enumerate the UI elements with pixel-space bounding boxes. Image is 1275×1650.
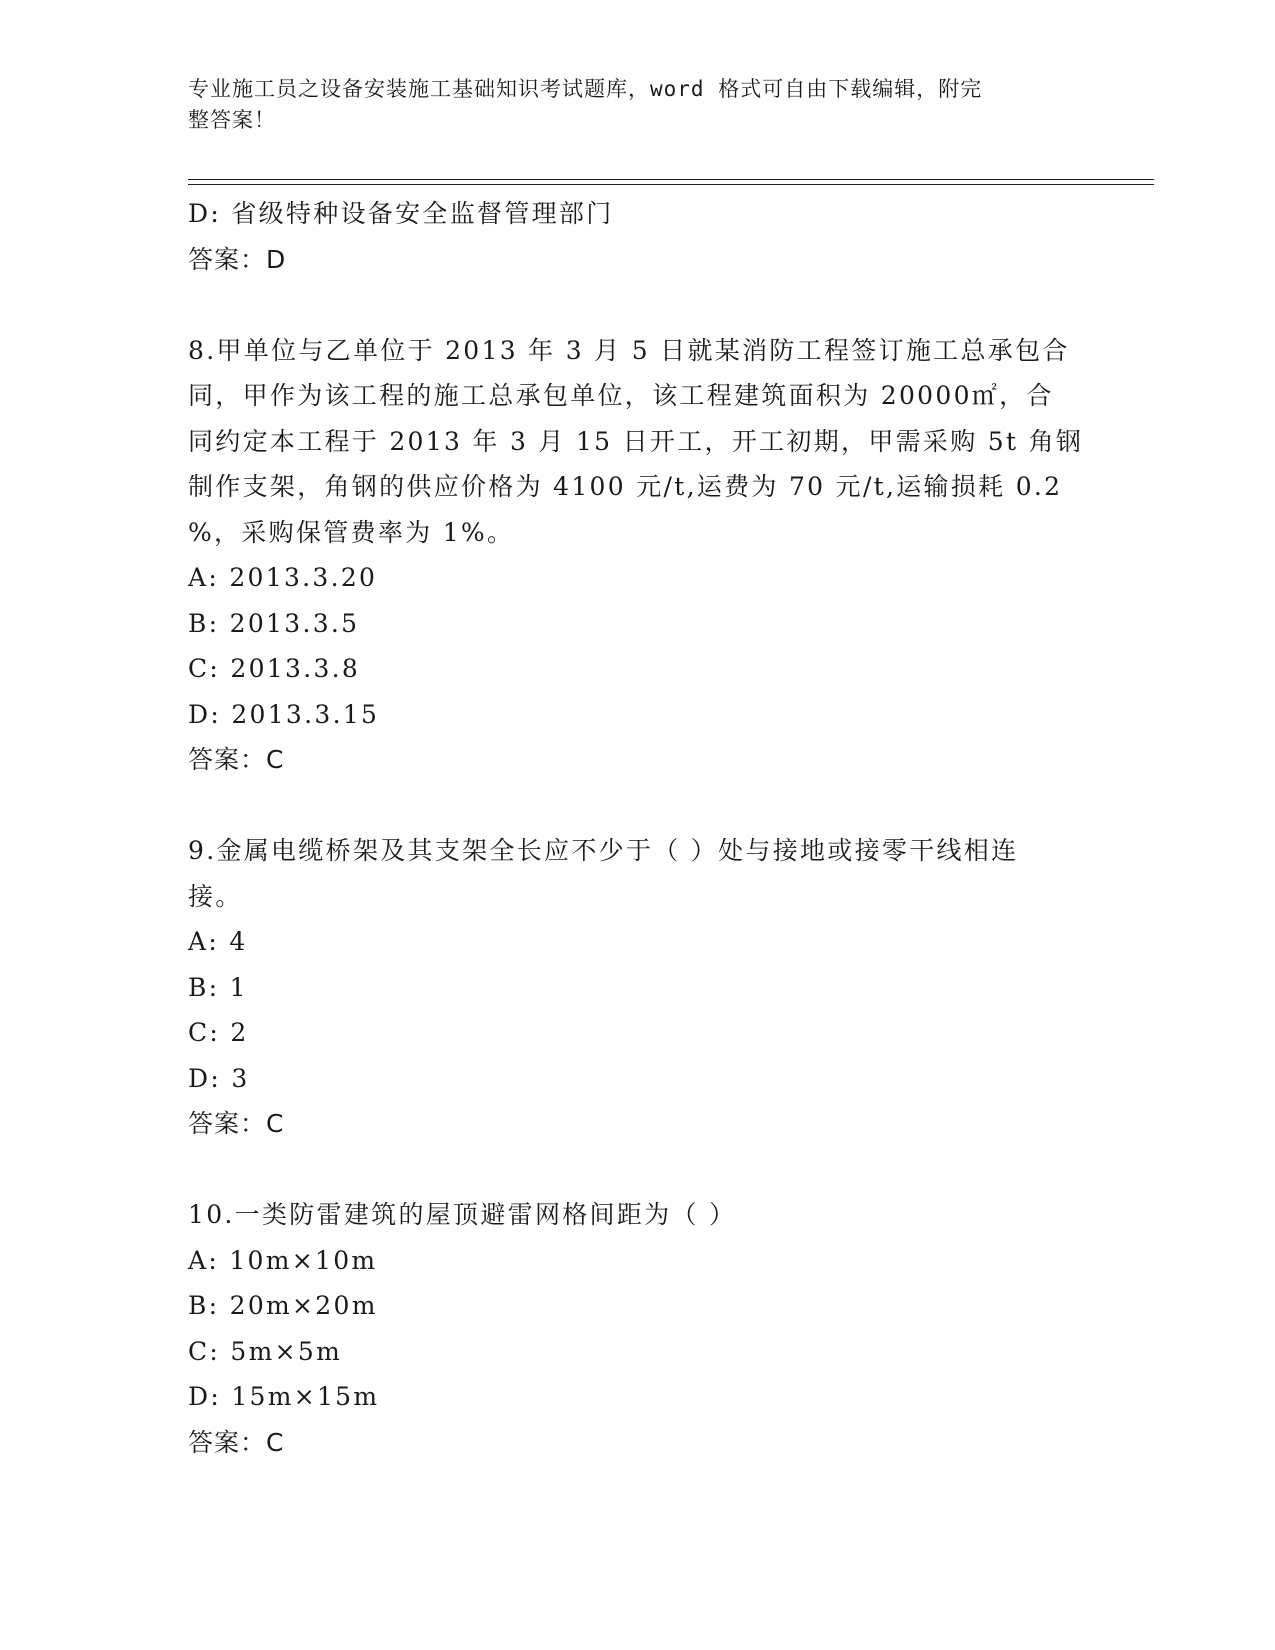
question-8-stem-line-4: 制作支架，角钢的供应价格为 4100 元/t,运费为 70 元/t,运输损耗 0.2 — [188, 472, 1063, 501]
question-10-option-b: B: 20m×20m — [188, 1291, 378, 1320]
question-7-option-d: D: 省级特种设备安全监督管理部门 — [188, 199, 614, 228]
question-10-option-c: C: 5m×5m — [188, 1336, 343, 1366]
question-8-stem-line-3: 同约定本工程于 2013 年 3 月 15 日开工，开工初期，甲需采购 5t 角钢 — [188, 426, 1084, 456]
question-9-block — [188, 828, 1088, 1147]
question-8-option-a: A: 2013.3.20 — [188, 563, 378, 592]
question-8-stem-line-5: %，采购保管费率为 1%。 — [188, 517, 515, 547]
question-10-block — [188, 1192, 1088, 1465]
question-8-option-d: D: 2013.3.15 — [188, 699, 380, 729]
paragraph-gap — [188, 783, 1088, 829]
question-8-answer: 答案：C — [188, 745, 285, 774]
question-8-option-b: B: 2013.3.5 — [188, 608, 360, 638]
header-divider-bottom — [188, 184, 1154, 185]
question-10-answer: 答案：C — [188, 1427, 285, 1457]
paragraph-gap — [188, 1147, 1088, 1193]
header-title-line-1: 专业施工员之设备安装施工基础知识考试题库，word 格式可自由下载编辑，附完 — [188, 77, 983, 101]
question-9-answer: 答案：C — [188, 1109, 285, 1138]
question-9-option-d: D: 3 — [188, 1063, 250, 1093]
question-9-option-a: A: 4 — [188, 927, 248, 956]
question-8-stem-line-1: 8.甲单位与乙单位于 2013 年 3 月 5 日就某消防工程签订施工总承包合 — [188, 335, 1070, 365]
question-10-stem-line-1: 10.一类防雷建筑的屋顶避雷网格间距为（ ） — [188, 1200, 737, 1229]
question-8-option-c: C: 2013.3.8 — [188, 654, 361, 683]
header-title-line-2: 整答案！ — [188, 108, 276, 132]
question-9-stem-line-2: 接。 — [188, 881, 243, 911]
question-7-block — [188, 191, 1088, 282]
question-9-option-c: C: 2 — [188, 1018, 249, 1047]
document-header — [188, 74, 1088, 136]
question-10-option-d: D: 15m×15m — [188, 1382, 380, 1411]
question-10-option-a: A: 10m×10m — [188, 1245, 378, 1275]
question-8-stem-line-2: 同，甲作为该工程的施工总承包单位，该工程建筑面积为 20000㎡，合 — [188, 381, 1054, 410]
question-7-answer: 答案：D — [188, 244, 287, 274]
question-9-stem-line-1: 9.金属电缆桥架及其支架全长应不少于（ ）处与接地或接零干线相连 — [188, 836, 1019, 865]
header-divider-top — [188, 179, 1154, 180]
document-body — [188, 191, 1088, 1465]
question-8-block — [188, 328, 1088, 783]
question-9-option-b: B: 1 — [188, 972, 248, 1002]
paragraph-gap — [188, 282, 1088, 328]
